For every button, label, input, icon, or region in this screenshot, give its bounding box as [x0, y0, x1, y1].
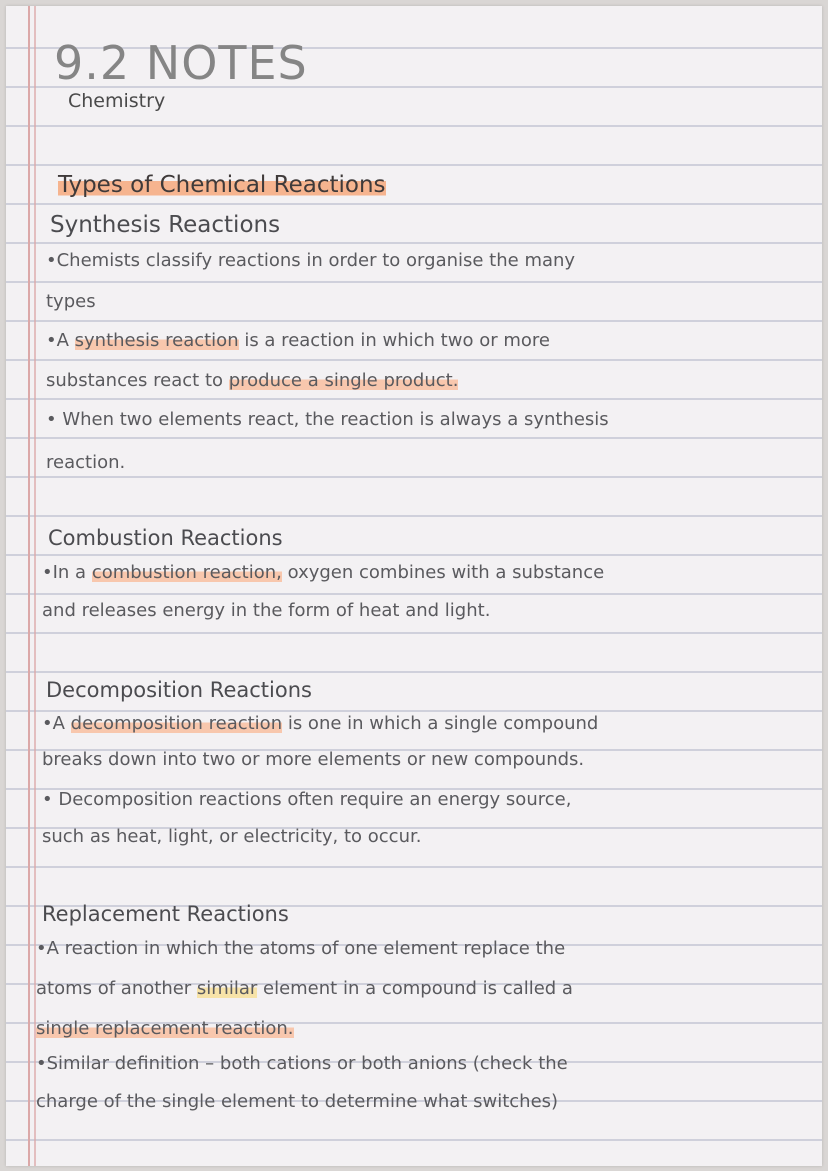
- synthesis-single-product: produce a single product.: [228, 370, 459, 391]
- replacement-bullet-2-line-2: charge of the single element to determine what switches): [36, 1091, 559, 1112]
- combustion-bullet-1-line-1: [42, 562, 604, 583]
- page-title: 9.2 NOTES: [54, 36, 308, 90]
- decomposition-bullet-2-line-1: • Decomposition reactions often require an energy source,: [42, 789, 572, 810]
- replacement-bullet-1-line-3: [36, 1018, 294, 1039]
- replacement-bullet-pre: atoms of another: [36, 978, 197, 999]
- subject-label: Chemistry: [68, 90, 166, 112]
- single-replacement-term: single replacement reaction.: [36, 1018, 294, 1039]
- replacement-bullet-1-line-2: [36, 978, 573, 999]
- combustion-term: combustion reaction,: [91, 562, 282, 583]
- decomposition-heading: Decomposition Reactions: [46, 678, 312, 702]
- combustion-heading: Combustion Reactions: [48, 526, 283, 550]
- decomposition-term: decomposition reaction: [70, 713, 283, 734]
- synthesis-bullet-2-line-1: [46, 330, 550, 351]
- synthesis-bullet-2-line-2: [46, 370, 458, 391]
- decomposition-bullet-2-line-2: such as heat, light, or electricity, to occur.: [42, 826, 422, 847]
- main-heading-text: Types of Chemical Reactions: [58, 172, 386, 198]
- decomposition-bullet-post: is one in which a single compound: [282, 713, 599, 734]
- synthesis-bullet-1-line-2: types: [46, 291, 96, 312]
- replacement-bullet-1-line-1: •A reaction in which the atoms of one element replace the: [36, 938, 566, 959]
- margin-line: [28, 6, 30, 1166]
- combustion-bullet-pre: •In a: [42, 562, 92, 583]
- synthesis-bullet-3-line-1: • When two elements react, the reaction is always a synthesis: [46, 409, 609, 430]
- replacement-heading: Replacement Reactions: [42, 902, 289, 926]
- main-heading: [58, 172, 386, 198]
- synthesis-bullet-2-post: is a reaction in which two or more: [238, 330, 550, 351]
- synthesis-bullet-2-line-2-pre: substances react to: [46, 370, 229, 391]
- notebook-page: [6, 6, 822, 1166]
- combustion-bullet-1-line-2: and releases energy in the form of heat and light.: [42, 600, 491, 621]
- decomposition-bullet-1-line-2: breaks down into two or more elements or new compounds.: [42, 749, 585, 770]
- replacement-bullet-post: element in a compound is called a: [257, 978, 573, 999]
- synthesis-bullet-3-line-2: reaction.: [46, 452, 126, 473]
- synthesis-heading: Synthesis Reactions: [50, 212, 281, 238]
- replacement-similar: similar: [196, 978, 258, 999]
- synthesis-bullet-1-line-1: •Chemists classify reactions in order to organise the many: [46, 250, 576, 271]
- synthesis-bullet-2-pre: •A: [46, 330, 75, 351]
- decomposition-bullet-1-line-1: [42, 713, 598, 734]
- combustion-bullet-post: oxygen combines with a substance: [281, 562, 605, 583]
- replacement-bullet-2-line-1: •Similar definition – both cations or both anions (check the: [36, 1053, 568, 1074]
- decomposition-bullet-pre: •A: [42, 713, 71, 734]
- synthesis-term: synthesis reaction: [74, 330, 239, 351]
